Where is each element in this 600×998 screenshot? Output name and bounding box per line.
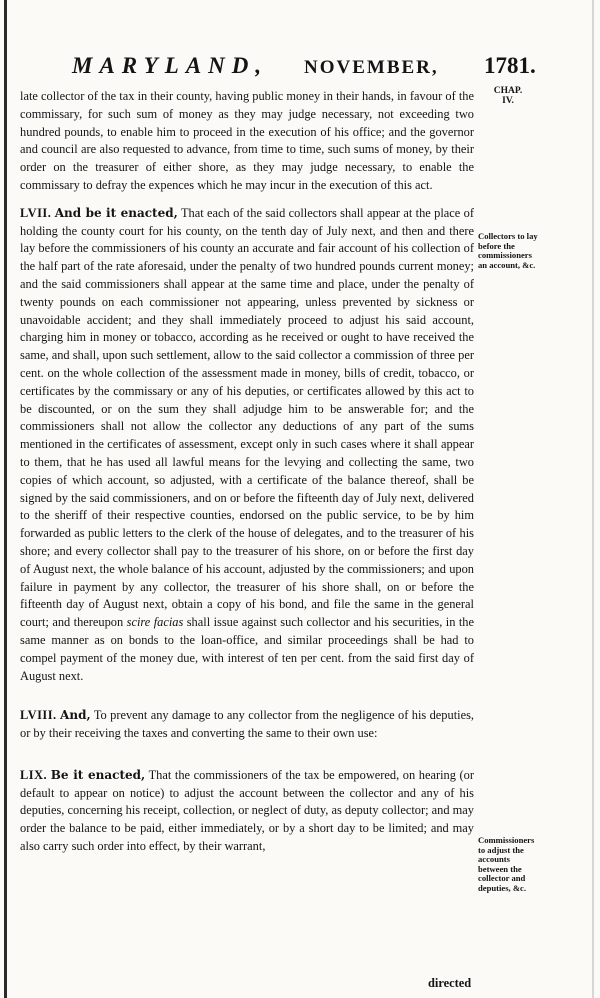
header-month: NOVEMBER, (304, 57, 439, 78)
section-text: That each of the said collectors shall appear at the place of holding the county court for his county, on the tenth day of July next, and then and there lay before the commissioners of his county an accurate and fair account of his collection of the half part of the rate aforesaid, under the penalty of two hundred pounds current money; and the said commissioners shall appear at the same time and place, under the penalty of twenty pounds on each commissioner not appearing, unless prevented by sickness or unavoidable accident; and they shall immediately proceed to adjust his said account, charging him in money or tobacco, according as he received or ought to have received the same, and shall, upon such settlement, allow to the said collector a commission of three per cent. on the whole collection of the assessment made in money, bills of credit, tobacco, or certificates by the commissary or any of his deputies, or certificates allowed by this act to be discounted, or on the sum they shall adjudge him to be answerable for; and the commissioners shall not allow the collector any deductions of any part of the sums mentioned in the certificates of assessment, except only in such cases where it shall appear to them, that he has used all lawful means for the levying and collecting the same, two copies of which account, so adjusted, with a certificate of the balance thereof, shall be signed by the said commissioners, and on or before the fifteenth day of July next, delivered to the sheriff of their respective counties, endorsed on the public service, to be by him forwarded as public letters to the clerk of the house of delegates, and to the treasurer of his shore; and every collector shall pay to the treasurer of his shore, on or before the first day of August next, the whole balance of his account, adjusted by the commissioners; and upon failure in payment by any collector, the treasurer of his shore shall, on or before the fifteenth day of August next, obtain a copy of his bond, and file the same in the general court; and thereupon (20, 205, 474, 630)
running-header (72, 53, 536, 83)
enacting-clause: Be it enacted, (50, 767, 146, 782)
section-lvii (20, 205, 474, 686)
chapter-label: CHAP. (493, 86, 523, 96)
enacting-clause: And be it enacted, (54, 205, 178, 220)
section-lviii (20, 707, 474, 743)
header-title: MARYLAND, (72, 53, 269, 78)
enacting-clause: And, (60, 708, 91, 723)
margin-note-collectors: Collectors to lay before the commissioners an account, &c. (478, 231, 538, 270)
margin-note-commissioners: Commissioners to adjust the accounts between the collector and deputies, &c. (478, 835, 535, 893)
chapter-number: IV. (502, 96, 514, 106)
section-number: LVIII. (20, 708, 57, 723)
chapter-marker (480, 86, 536, 106)
catchword: directed (428, 976, 472, 990)
latin-term: scire facias (126, 615, 184, 630)
section-number: LVII. (20, 205, 52, 220)
section-text: That the commissioners of the tax be empowered, on hearing (or default to appear on notice) to adjust the account between the collector and any of his deputies, concerning his receipt, collection, or neglect of duty, as deputy collector; and may order the balance to be paid, either immediately, or by a short day to be limited; and may also carry such order into effect, by their warrant, (20, 767, 474, 854)
page-binding-edge (4, 0, 7, 998)
header-year: 1781. (484, 53, 536, 78)
section-text-end: shall issue against such collector and his securities, in the same manner as on bonds to the loan-office, and similar proceedings shall be had to compel payment of the money due, with interest of ten per cent. from the said first day of August next. (20, 615, 474, 683)
page-right-edge (592, 0, 594, 998)
section-lix (20, 767, 474, 856)
section-text: To prevent any damage to any collector from the negligence of his deputies, or by their receiving the taxes and converting the same to their own use: (20, 708, 475, 741)
section-number: LIX. (20, 767, 48, 782)
paragraph-continuation: late collector of the tax in their county, having public money in their hands, in favour of the commissary, for such sum of money as they may judge necessary, not exceeding two hundred pounds, to enable him to proceed in the execution of his office; and the governor and council are also requested to advance, from time to time, such sums of money, by their order on the treasurer of either shore, as they may judge necessary, to enable the commissary to defray the expences which he may incur in the execution of this act. (20, 89, 474, 192)
body-text (20, 88, 474, 856)
